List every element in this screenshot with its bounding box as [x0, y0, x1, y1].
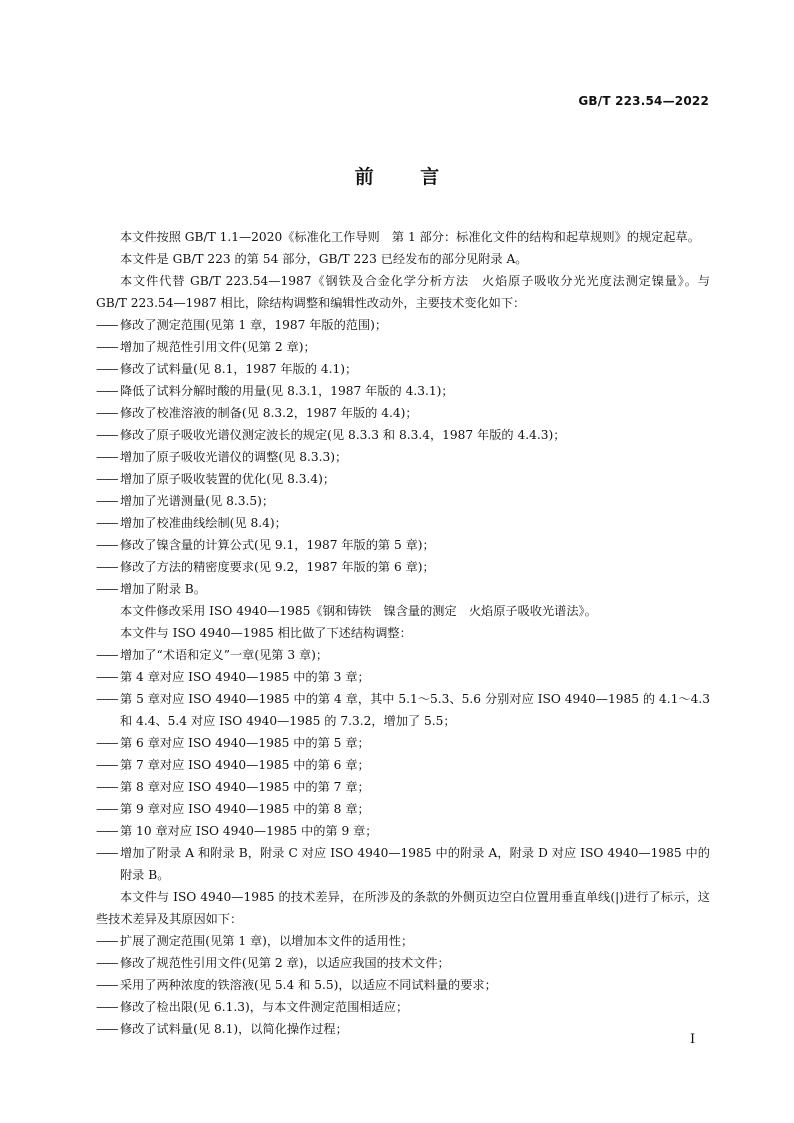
list-item-text: 第 6 章对应 ISO 4940—1985 中的第 5 章； [120, 736, 370, 750]
list-item [96, 512, 710, 534]
list-item [96, 952, 710, 974]
dash-mark: —— [96, 362, 117, 376]
list-item-text: 采用了两种浓度的铁溶液(见 5.4 和 5.5)，以适应不同试料量的要求； [120, 978, 497, 992]
dash-mark: —— [96, 340, 117, 354]
list-item [96, 754, 710, 776]
tech-change-list [96, 314, 710, 600]
list-item [96, 996, 710, 1018]
list-item [96, 534, 710, 556]
paragraph-drafting-rules: 本文件按照 GB/T 1.1—2020《标准化工作导则 第 1 部分：标准化文件的结构和起草规则》的规定起草。 [120, 230, 700, 244]
list-item [96, 424, 710, 446]
list-item-text: 修改了检出限(见 6.1.3)，与本文件测定范围相适应； [120, 1000, 409, 1014]
list-item [96, 490, 710, 512]
dash-mark: —— [96, 692, 117, 706]
list-item-text: 第 8 章对应 ISO 4940—1985 中的第 7 章； [120, 780, 370, 794]
difference-list [96, 930, 710, 1040]
paragraph-iso-adoption: 本文件修改采用 ISO 4940—1985《钢和铸铁 镍含量的测定 火焰原子吸收光谱法》。 [120, 604, 597, 618]
list-item-text: 增加了规范性引用文件(见第 2 章)； [120, 340, 316, 354]
dash-mark: —— [96, 384, 117, 398]
dash-mark: —— [96, 560, 117, 574]
list-item-text: 增加了原子吸收光谱仪的调整(见 8.3.3)； [120, 450, 348, 464]
list-item [96, 798, 710, 820]
list-item-text: 增加了附录 B。 [120, 582, 206, 596]
list-item-text: 增加了附录 A 和附录 B，附录 C 对应 ISO 4940—1985 中的附录 A，附录 D 对应 ISO 4940—1985 中的附录 B。 [120, 846, 710, 882]
standard-number: GB/T 223.54—2022 [578, 94, 709, 108]
page-number: I [690, 1032, 696, 1047]
list-item [96, 842, 710, 886]
list-item [96, 776, 710, 798]
dash-mark: —— [96, 846, 117, 860]
dash-mark: —— [96, 318, 117, 332]
list-item-text: 修改了镍含量的计算公式(见 9.1，1987 年版的第 5 章)； [120, 538, 435, 552]
list-item-text: 修改了测定范围(见第 1 章，1987 年版的范围)； [120, 318, 388, 332]
dash-mark: —— [96, 472, 117, 486]
paragraph-replaces: 本文件代替 GB/T 223.54—1987《钢铁及合金化学分析方法 火焰原子吸收分光光度法测定镍量》。与 GB/T 223.54—1987 相比，除结构调整和编辑性改动外，主要技术变化如下： [96, 274, 710, 310]
list-item-text: 扩展了测定范围(见第 1 章)，以增加本文件的适用性； [120, 934, 414, 948]
list-item-text: 修改了方法的精密度要求(见 9.2，1987 年版的第 6 章)； [120, 560, 435, 574]
dash-mark: —— [96, 824, 117, 838]
list-item-text: 修改了校准溶液的制备(见 8.3.2，1987 年版的 4.4)； [120, 406, 418, 420]
dash-mark: —— [96, 582, 117, 596]
list-item [96, 732, 710, 754]
structure-change-list [96, 644, 710, 886]
list-item [96, 974, 710, 996]
list-item-text: 增加了“术语和定义”一章(见第 3 章)； [120, 648, 329, 662]
list-item-text: 增加了光谱测量(见 8.3.5)； [120, 494, 275, 508]
dash-mark: —— [96, 1000, 117, 1014]
list-item [96, 820, 710, 842]
list-item-text: 第 7 章对应 ISO 4940—1985 中的第 6 章； [120, 758, 370, 772]
list-item [96, 336, 710, 358]
dash-mark: —— [96, 758, 117, 772]
page-title: 前 言 [354, 166, 440, 188]
paragraph-technical-differences: 本文件与 ISO 4940—1985 的技术差异，在所涉及的条款的外侧页边空白位置用垂直单线(|)进行了标示，这些技术差异及其原因如下： [96, 890, 710, 926]
list-item [96, 666, 710, 688]
list-item [96, 578, 710, 600]
dash-mark: —— [96, 538, 117, 552]
paragraph-series-part: 本文件是 GB/T 223 的第 54 部分，GB/T 223 已经发布的部分见附录 A。 [120, 252, 528, 266]
list-item [96, 402, 710, 424]
list-item-text: 第 4 章对应 ISO 4940—1985 中的第 3 章； [120, 670, 370, 684]
list-item-text: 增加了校准曲线绘制(见 8.4)； [120, 516, 287, 530]
list-item-text: 第 10 章对应 ISO 4940—1985 中的第 9 章； [120, 824, 378, 838]
dash-mark: —— [96, 978, 117, 992]
list-item [96, 468, 710, 490]
list-item [96, 930, 710, 952]
list-item-text: 修改了试料量(见 8.1，1987 年版的 4.1)； [120, 362, 358, 376]
list-item [96, 556, 710, 578]
dash-mark: —— [96, 494, 117, 508]
list-item [96, 688, 710, 732]
dash-mark: —— [96, 934, 117, 948]
list-item-text: 降低了试料分解时酸的用量(见 8.3.1，1987 年版的 4.3.1)； [120, 384, 454, 398]
list-item [96, 358, 710, 380]
dash-mark: —— [96, 780, 117, 794]
dash-mark: —— [96, 406, 117, 420]
paragraph-structure-intro: 本文件与 ISO 4940—1985 相比做了下述结构调整： [120, 626, 412, 640]
list-item-text: 修改了试料量(见 8.1)，以简化操作过程； [120, 1022, 348, 1036]
foreword-body [96, 226, 710, 1040]
dash-mark: —— [96, 648, 117, 662]
list-item-text: 第 9 章对应 ISO 4940—1985 中的第 8 章； [120, 802, 370, 816]
list-item [96, 1018, 710, 1040]
list-item-text: 修改了规范性引用文件(见第 2 章)，以适应我国的技术文件； [120, 956, 450, 970]
dash-mark: —— [96, 670, 117, 684]
list-item [96, 644, 710, 666]
dash-mark: —— [96, 736, 117, 750]
list-item-text: 第 5 章对应 ISO 4940—1985 中的第 4 章，其中 5.1～5.3、5.6 分别对应 ISO 4940—1985 的 4.1～4.3 和 4.4、5.4 对应 ISO 4940—1985 的 7.3.2，增加了 5.5； [120, 692, 710, 728]
list-item-text: 修改了原子吸收光谱仪测定波长的规定(见 8.3.3 和 8.3.4，1987 年版的 4.4.3)； [120, 428, 566, 442]
list-item-text: 增加了原子吸收装置的优化(见 8.3.4)； [120, 472, 336, 486]
list-item [96, 314, 710, 336]
list-item [96, 446, 710, 468]
dash-mark: —— [96, 516, 117, 530]
list-item [96, 380, 710, 402]
dash-mark: —— [96, 428, 117, 442]
dash-mark: —— [96, 450, 117, 464]
dash-mark: —— [96, 802, 117, 816]
dash-mark: —— [96, 956, 117, 970]
dash-mark: —— [96, 1022, 117, 1036]
